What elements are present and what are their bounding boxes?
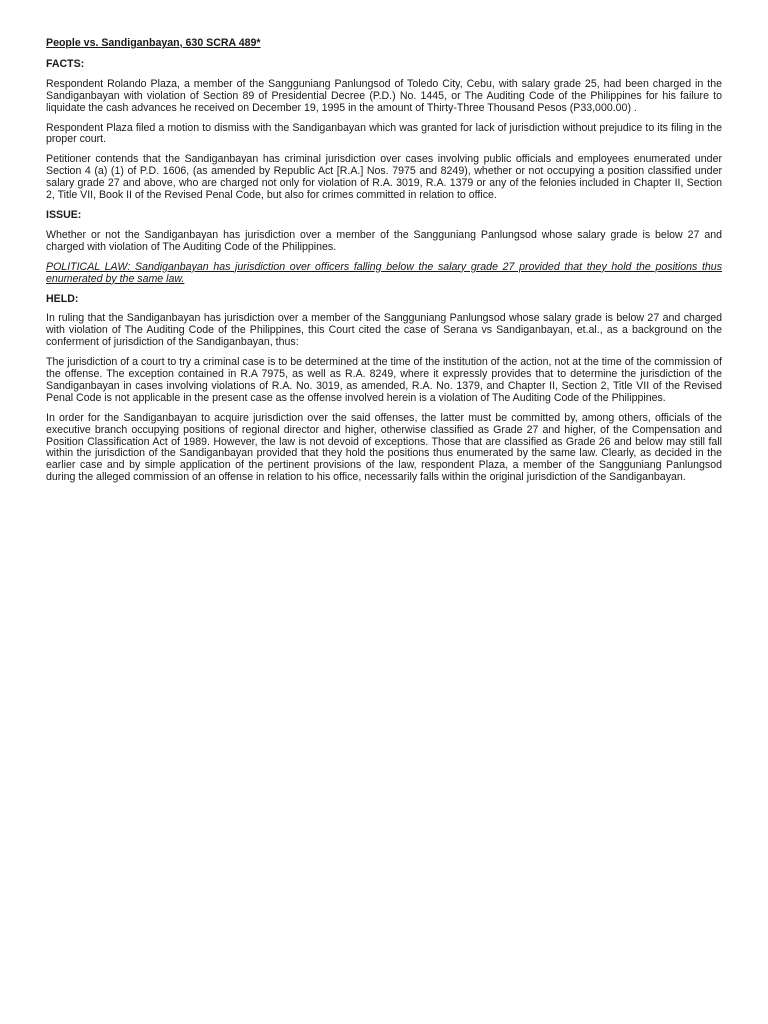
held-paragraph: In ruling that the Sandiganbayan has jurisdiction over a member of the Sangguniang Panlungsod whose salary grade is below 27 and charged with violation of The Auditing Code of the Philippines, this Court cited the case of Serana vs Sandiganbayan, et.al., as a background on the conferment of jurisdiction of the Sandiganbayan, thus: — [46, 312, 722, 349]
doctrine-statement: POLITICAL LAW: Sandiganbayan has jurisdiction over officers falling below the salary grade 27 provided that they hold the positions thus enumerated by the same law. — [46, 260, 722, 285]
facts-paragraph: Respondent Rolando Plaza, a member of the Sangguniang Panlungsod of Toledo City, Cebu, with salary grade 25, had been charged in the Sandiganbayan with violation of Section 89 of Presidential Decree (P.D.) No. 1445, or The Auditing Code of the Philippines for his failure to liquidate the cash advances he received on December 19, 1995 in the amount of Thirty-Three Thousand Pesos (P33,000.00) . — [46, 77, 722, 114]
facts-paragraph: Petitioner contends that the Sandiganbayan has criminal jurisdiction over cases involving public officials and employees enumerated under Section 4 (a) (1) of P.D. 1606, (as amended by Republic Act [R.A.] Nos. 7975 and 8249), whether or not occupying a position classified under salary grade 27 and above, who are charged not only for violation of R.A. 3019, R.A. 1379 or any of the felonies included in Chapter II, Section 2, Title VII, Book II of the Revised Penal Code, but also for crimes committed in relation to office. — [46, 153, 722, 202]
held-paragraph: The jurisdiction of a court to try a criminal case is to be determined at the time of the institution of the action, not at the time of the commission of the offense. The exception contained in R.A 7975, as well as R.A. 8249, where it expressly provides that to determine the jurisdiction of the Sandiganbayan in cases involving violations of R.A. No. 3019, as amended, R.A. No. 1379, and Chapter II, Section 2, Title VII of the Revised Penal Code is not applicable in the present case as the offense involved herein is a violation of The Auditing Code of the Philippines. — [46, 356, 722, 404]
case-title: People vs. Sandiganbayan, 630 SCRA 489* — [46, 37, 261, 49]
facts-paragraph: Respondent Plaza filed a motion to dismiss with the Sandiganbayan which was granted for lack of jurisdiction without prejudice to its filing in the proper court. — [46, 121, 722, 146]
document-page — [46, 38, 722, 492]
issue-paragraph: Whether or not the Sandiganbayan has jurisdiction over a member of the Sangguniang Panlungsod whose salary grade is below 27 and charged with violation of The Auditing Code of the Philippines. — [46, 228, 722, 253]
facts-heading: FACTS: — [46, 57, 85, 70]
issue-heading: ISSUE: — [46, 208, 82, 221]
held-heading: HELD: — [46, 292, 79, 305]
held-paragraph: In order for the Sandiganbayan to acquire jurisdiction over the said offenses, the latter must be committed by, among others, officials of the executive branch occupying positions of regional director and higher, otherwise classified as Grade 27 and higher, of the Compensation and Position Classification Act of 1989. However, the law is not devoid of exceptions. Those that are classified as Grade 26 and below may still fall within the jurisdiction of the Sandiganbayan provided that they hold the positions thus enumerated by the same law. Clearly, as decided in the earlier case and by simple application of the pertinent provisions of the law, respondent Plaza, a member of the Sangguniang Panlungsod during the alleged commission of an offense in relation to his office, necessarily falls within the original jurisdiction of the Sandiganbayan. — [46, 411, 722, 484]
